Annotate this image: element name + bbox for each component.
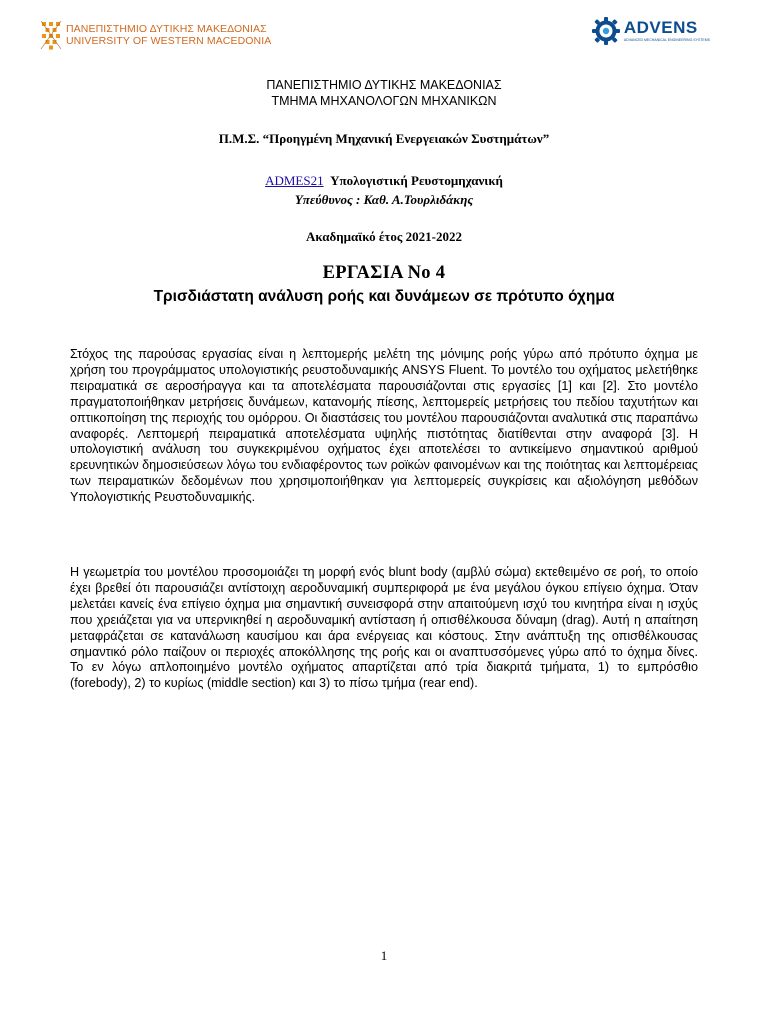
course-title: Υπολογιστική Ρευστομηχανική (330, 173, 503, 188)
advens-wordmark: ADVENS (623, 18, 698, 37)
course-code-link[interactable]: ADMES21 (265, 173, 324, 188)
body-paragraph-1: Στόχος της παρούσας εργασίας είναι η λεπτομερής μελέτη της μόνιμης ροής γύρω από πρότυπο όχημα με χρήση του προγράμματος υπολογιστικής ρευστοδυναμικής ANSYS Fluent. Το μοντέλο του οχήματος μελετήθηκε πειραματικά σε αεροσήραγγα και τα αποτελέσματα παρουσιάζονται στις εργασίες [1] και [2]. Στο μοντέλο πραγματοποιήθηκαν μετρήσεις δυνάμεων, κατανομής πίεσης, λεπτομερείς μετρήσεις του πεδίου ταχυτήτων και οπτικοποίηση της περιοχής του ομόρρου. Οι διαστάσεις του μοντέλου παρουσιάζονται αναλυτικά στις παραπάνω αναφορές. Λεπτομερή πειραματικά αποτελέσματα υψηλής πιστότητας διατίθενται στην αναφορά [3]. Η υπολογιστική ανάλυση του συγκεκριμένου οχήματος έχει αποτελέσει το αντικείμενο σημαντικού αριθμού ερευνητικών δημοσιεύσεων λόγω του ενδιαφέροντος των ροϊκών φαινομένων και της ποιότητας και λεπτομέρειας των πειραματικών δεδομένων που χρησιμοποιήθηκαν για λεπτομερείς συγκρίσεις και αξιολόγηση μεθόδων Υπολογιστικής Ρευστοδυναμικής. (70, 347, 698, 505)
gear-icon (591, 16, 621, 46)
university-emblem-icon (40, 20, 62, 50)
program-title: Π.Μ.Σ. “Προηγμένη Μηχανική Ενεργειακών Συστημάτων” (218, 131, 550, 146)
instructor-line: Υπεύθυνος : Καθ. Α.Τουρλιδάκης (294, 192, 474, 207)
page-number: 1 (380, 948, 388, 963)
assignment-subtitle: Τρισδιάστατη ανάλυση ροής και δυνάμεων σε πρότυπο όχημα (153, 288, 615, 305)
advens-tagline: ADVANCED MECHANICAL ENGINEERING SYSTEMS (623, 38, 710, 42)
academic-year: Ακαδημαϊκό έτος 2021-2022 (306, 229, 462, 244)
advens-logo (591, 16, 710, 46)
course-line (0, 173, 768, 189)
university-name-greek: ΠΑΝΕΠΙΣΤΗΜΙΟ ΔΥΤΙΚΗΣ ΜΑΚΕΔΟΝΙΑΣ (66, 23, 267, 35)
university-heading: ΠΑΝΕΠΙΣΤΗΜΙΟ ΔΥΤΙΚΗΣ ΜΑΚΕΔΟΝΙΑΣ (266, 78, 502, 92)
assignment-title: ΕΡΓΑΣΙΑ Νο 4 (322, 263, 446, 283)
university-logo (40, 20, 271, 50)
body-paragraph-2: Η γεωμετρία του μοντέλου προσομοιάζει τη μορφή ενός blunt body (αμβλύ σώμα) εκτεθειμένο σε ροή, το οποίο έχει βρεθεί ότι παρουσιάζει αντίστοιχη αεροδυναμική συμπεριφορά με ένα μεγάλου όγκου επίγειο όχημα. Όταν μελετάει κανείς ένα επίγειο όχημα μια σημαντική συνεισφορά στην απαιτούμενη ισχύ του κινητήρα είναι η ισχύς που χρειάζεται για να υπερνικηθεί η αεροδυναμική αντίσταση ή οπισθέλκουσα δύναμη (drag). Αυτή η απαίτηση μεταφράζεται σε κατανάλωση καυσίμου και άρα ενέργειας και κόστους. Στην ανάπτυξη της οπισθέλκουσας σημαντικό ρόλο παίζουν οι περιοχές αποκόλλησης της ροής και οι αναπτυσσόμενες γύρω από το όχημα δίνες. Το εν λόγω απλοποιημένο μοντέλο οχήματος απαρτίζεται από τρία διακριτά τμήματα, 1) το εμπρόσθιο (forebody), 2) το κυρίως (middle section) και 3) το πίσω τμήμα (rear end). (70, 565, 698, 691)
department-heading: ΤΜΗΜΑ ΜΗΧΑΝΟΛΟΓΩΝ ΜΗΧΑΝΙΚΩΝ (271, 94, 497, 108)
university-name-english: UNIVERSITY OF WESTERN MACEDONIA (66, 35, 272, 47)
